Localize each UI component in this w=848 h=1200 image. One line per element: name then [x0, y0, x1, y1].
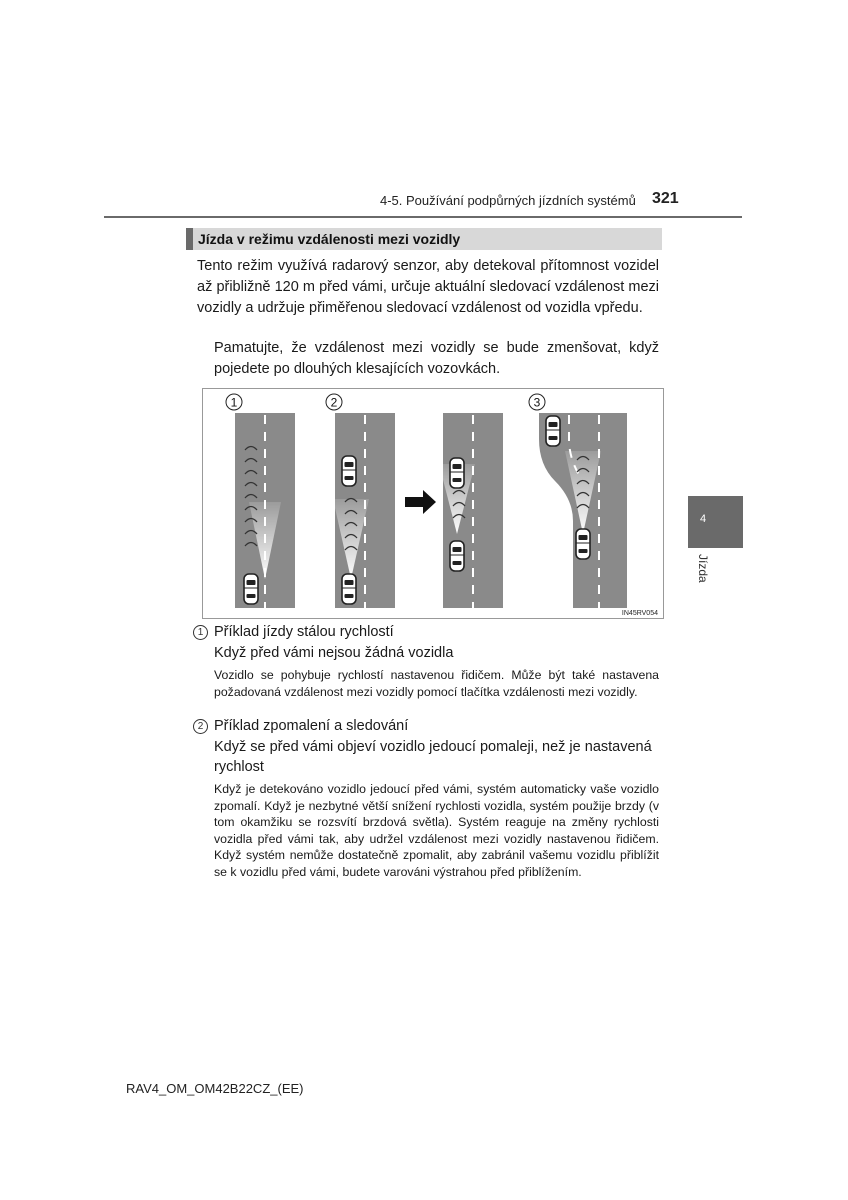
item-1-number: 1 [193, 625, 208, 640]
chapter-tab-number: 4 [700, 513, 707, 525]
chapter-tab-label: Jízda [696, 554, 710, 583]
item-2-text: Když je detekováno vozidlo jedoucí před vámi, systém automaticky vaše vozidlo zpomalí. Když je nezbytné větší snížení rychlosti vozidla, systém použije brzdy (v tom okamžiku se rozsvítí brzdová světla). Systém reaguje na změny rychlosti vozidla před vámi tak, aby udržel vzdálenost mezi vozidly nastavenou řidičem. Když systém nemůže dostatečně zpomalit, aby zabránil vašemu vozidlu přiblížit se k vozidlu před vámi, budete varováni výstrahou před přiblížením. [214, 782, 659, 879]
intro-paragraph: Tento režim využívá radarový senzor, aby detekoval přítomnost vozidel až přibližně 120 m před vámi, určuje aktuální sledovací vzdálenost mezi vozidly a udržuje přiměřenou sledovací vzdálenost od vozidla vpředu. [197, 258, 659, 316]
section-heading-text: Jízda v režimu vzdálenosti mezi vozidly [198, 231, 461, 247]
road-3 [539, 413, 627, 608]
svg-text:2: 2 [330, 395, 338, 410]
svg-text:1: 1 [230, 395, 238, 410]
section-heading [186, 228, 662, 250]
road-diagram [203, 389, 663, 618]
header-rule [104, 216, 742, 218]
road-2 [333, 413, 395, 608]
item-1-text: Vozidlo se pohybuje rychlostí nastavenou řidičem. Může být také nastavena požadovaná vzdálenost mezi vozidly pomocí tlačítka vzdálenosti mezi vozidly. [214, 668, 659, 699]
item-1-title: Příklad jízdy stálou rychlostí [214, 624, 394, 640]
heading-marker [186, 228, 193, 250]
road-1 [235, 413, 295, 608]
footer-code: RAV4_OM_OM42B22CZ_(EE) [126, 1081, 304, 1096]
road-2b [439, 413, 503, 608]
chapter-tab [688, 496, 743, 548]
figure-code: IN45RV054 [621, 610, 658, 617]
figure-illustration [202, 388, 664, 619]
item-1-subtitle: Když před vámi nejsou žádná vozidla [214, 645, 454, 661]
figure-label-2 [326, 394, 342, 410]
intro-note: Pamatujte, že vzdálenost mezi vozidly se bude zmenšovat, když pojedete po dlouhých klesajících vozovkách. [214, 340, 659, 377]
page-number: 321 [652, 190, 679, 207]
figure-label-1 [226, 394, 242, 410]
item-2-subtitle: Když se před vámi objeví vozidlo jedoucí pomaleji, než je nastavená rychlost [214, 739, 652, 775]
item-2-number: 2 [193, 719, 208, 734]
svg-text:3: 3 [533, 395, 541, 410]
figure-label-3 [529, 394, 545, 410]
item-2-title: Příklad zpomalení a sledování [214, 718, 409, 734]
transition-arrow [405, 490, 436, 514]
running-header-section: 4-5. Používání podpůrných jízdních systémů [380, 193, 636, 208]
